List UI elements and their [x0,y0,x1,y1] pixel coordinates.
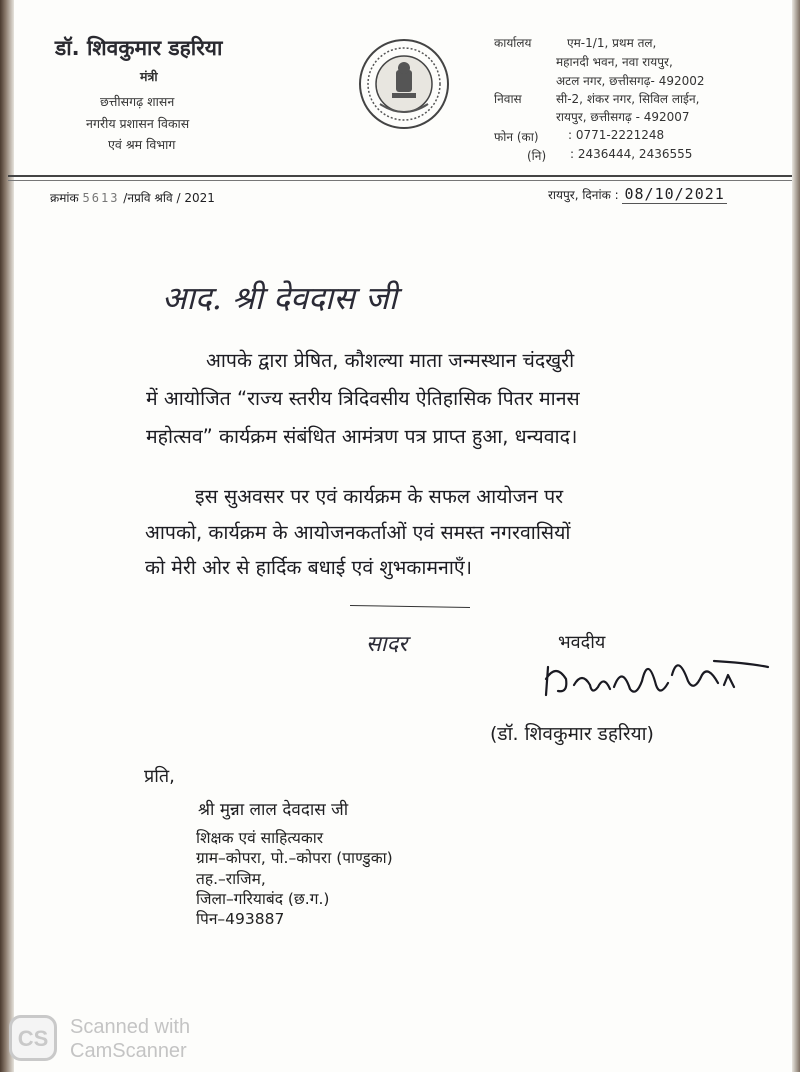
reference-number [50,189,215,206]
recipient-name: श्री मुन्ना लाल देवदास जी [198,800,349,820]
date-label: रायपुर, दिनांक : [548,188,619,202]
phone-office-label: फोन (का) [494,130,539,144]
handwritten-note: सादर [366,632,408,657]
paragraph-2-line-1: इस सुअवसर पर एवं कार्यक्रम के सफल आयोजन पर [195,485,564,508]
paragraph-2-line-3: को मेरी ओर से हार्दिक बधाई एवं शुभकामनाएँ। [145,556,473,579]
minister-name: डॉ. शिवकुमार डहरिया [55,36,223,60]
watermark-line-1: Scanned with [70,1016,191,1038]
salutation: आद. श्री देवदास जी [162,279,398,317]
recipient-label: प्रति, [144,766,175,787]
camscanner-logo-text: CS [17,1026,49,1051]
phone-residence-number: : 2436444, 2436555 [570,147,693,161]
header-divider-thin [8,180,792,181]
phone-office-number: : 0771-2221248 [568,128,665,142]
office-address-line-1: एम-1/1, प्रथम तल, [567,36,657,50]
recipient-line-4: जिला–गरियाबंद (छ.ग.) [196,890,330,908]
letter-date [548,185,727,203]
residence-label: निवास [494,92,522,106]
watermark-line-2: CamScanner [70,1040,187,1062]
government-name: छत्तीसगढ़ शासन [100,94,175,109]
office-address-line-3: अटल नगर, छत्तीसगढ़- 492002 [556,74,705,88]
phone-residence-label: (नि) [527,149,547,163]
recipient-line-5: पिन–493887 [196,910,285,928]
state-emblem-icon [358,38,450,130]
closing-word: भवदीय [558,632,606,653]
reference-number-value: 5613 [82,191,120,205]
minister-role: मंत्री [140,69,158,84]
residence-address-line-1: सी-2, शंकर नगर, सिविल लाईन, [556,92,700,106]
camscanner-logo-icon [9,1015,57,1061]
scan-edge-left [0,0,14,1072]
signature-icon [538,645,773,707]
reference-prefix: क्रमांक [50,191,79,205]
recipient-line-2: ग्राम–कोपरा, पो.–कोपरा (पाण्डुका) [196,849,393,867]
residence-address-line-2: रायपुर, छत्तीसगढ़ - 492007 [556,110,690,124]
office-label: कार्यालय [494,36,532,50]
handwritten-stroke [350,605,470,608]
office-address-line-2: महानदी भवन, नवा रायपुर, [556,55,673,69]
department-line-2: एवं श्रम विभाग [108,137,176,152]
paragraph-1-line-2: में आयोजित “राज्य स्तरीय त्रिदिवसीय ऐतिहासिक पितर मानस [146,387,580,410]
paragraph-2-line-2: आपको, कार्यक्रम के आयोजनकर्ताओं एवं समस्त नगरवासियों [145,521,571,544]
reference-suffix: /नप्रवि श्रवि / 2021 [123,191,215,205]
paragraph-1-line-1: आपके द्वारा प्रेषित, कौशल्या माता जन्मस्थान चंदखुरी [206,349,575,372]
header-divider [8,175,792,177]
signer-name: (डॉ. शिवकुमार डहरिया) [490,723,654,745]
date-value: 08/10/2021 [624,185,725,203]
paragraph-1-line-3: महोत्सव” कार्यक्रम संबंधित आमंत्रण पत्र प्राप्त हुआ, धन्यवाद। [146,425,578,448]
scan-edge-right [792,0,800,1072]
department-line-1: नगरीय प्रशासन विकास [86,116,190,131]
recipient-line-1: शिक्षक एवं साहित्यकार [196,829,324,847]
recipient-line-3: तह.–राजिम, [196,870,266,888]
